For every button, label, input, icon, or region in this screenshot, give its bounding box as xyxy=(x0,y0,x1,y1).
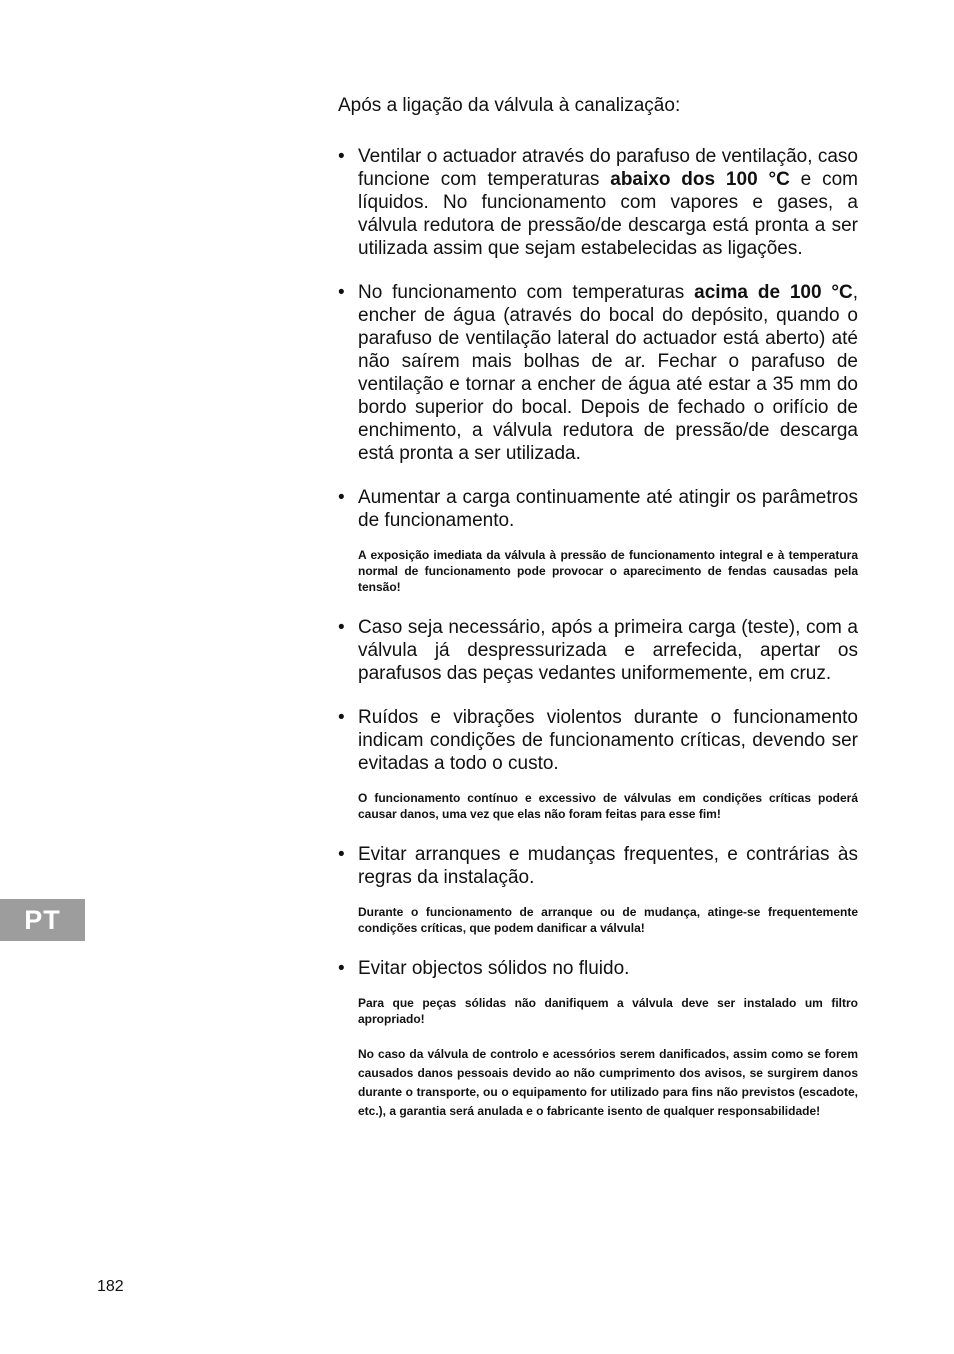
list-item-load: • Aumentar a carga continuamente até atingir os parâmetros de funcionamento. xyxy=(338,487,858,531)
warning-note: Durante o funcionamento de arranque ou de mudança, atinge-se frequentemente condições críticas, que podem danificar a válvula! xyxy=(358,905,858,935)
emphasis-temperature: acima de 100 °C xyxy=(694,282,853,303)
warranty-note: No caso da válvula de controlo e acessórios serem danificados, assim como se forem causados danos pessoais devido ao não cumprimento dos avisos, se surgirem danos durante o transporte, ou o equipamento for utilizado para fins não previstos (escadote, etc.), a garantia será anulada e o fabricante isento de qualquer responsabilidade! xyxy=(358,1047,858,1118)
list-item-solids: • Evitar objectos sólidos no fluido. xyxy=(338,958,630,979)
list-item-ventilation: • Ventilar o actuador através do parafuso de ventilação, caso funcione com temperaturas abaixo dos 100 °C e com líquidos. No funcionamento com vapores e gases, a válvula redutora de pressão/de descarga está pronta a ser utilizada assim que sejam estabelecidas as ligações. xyxy=(338,146,858,259)
bullet-dot: • xyxy=(338,282,345,303)
emphasis-temperature: abaixo dos 100 °C xyxy=(610,169,790,190)
list-item-noise: • Ruídos e vibrações violentos durante o funcionamento indicam condições de funcionamento críticas, devendo ser evitadas a todo o custo. xyxy=(338,707,858,774)
warning-note: O funcionamento contínuo e excessivo de válvulas em condições críticas poderá causar danos, uma vez que elas não foram feitas para esse fim! xyxy=(358,791,858,821)
language-tab: PT xyxy=(0,899,85,941)
page-content xyxy=(338,94,858,1121)
list-item-tighten: • Caso seja necessário, após a primeira carga (teste), com a válvula já despressurizada e arrefecida, apertar os parafusos das peças vedantes uniformemente, em cruz. xyxy=(338,617,858,684)
bullet-dot: • xyxy=(338,707,345,728)
page-number: 182 xyxy=(97,1278,124,1295)
warning-note: Para que peças sólidas não danifiquem a válvula deve ser instalado um filtro apropriado! xyxy=(358,996,858,1026)
bullet-dot: • xyxy=(338,617,345,638)
list-item-startups: • Evitar arranques e mudanças frequentes, e contrárias às regras da instalação. xyxy=(338,844,858,888)
bullet-dot: • xyxy=(338,844,345,865)
bullet-dot: • xyxy=(338,487,345,508)
intro-text: Após a ligação da válvula à canalização: xyxy=(338,95,681,116)
warning-note: A exposição imediata da válvula à pressão de funcionamento integral e à temperatura normal de funcionamento pode provocar o aparecimento de fendas causadas pela tensão! xyxy=(358,548,858,594)
bullet-dot: • xyxy=(338,958,345,979)
bullet-dot: • xyxy=(338,146,345,167)
list-item-filling: • No funcionamento com temperaturas acima de 100 °C, encher de água (através do bocal do depósito, quando o parafuso de ventilação lateral do actuador está aberto) até não saírem mais bolhas de ar. Fechar o parafuso de ventilação e tornar a encher de água até estar a 35 mm do bordo superior do bocal. Depois de fechado o orifício de enchimento, a válvula redutora de pressão/de descarga está pronta a ser utilizada. xyxy=(338,282,858,464)
